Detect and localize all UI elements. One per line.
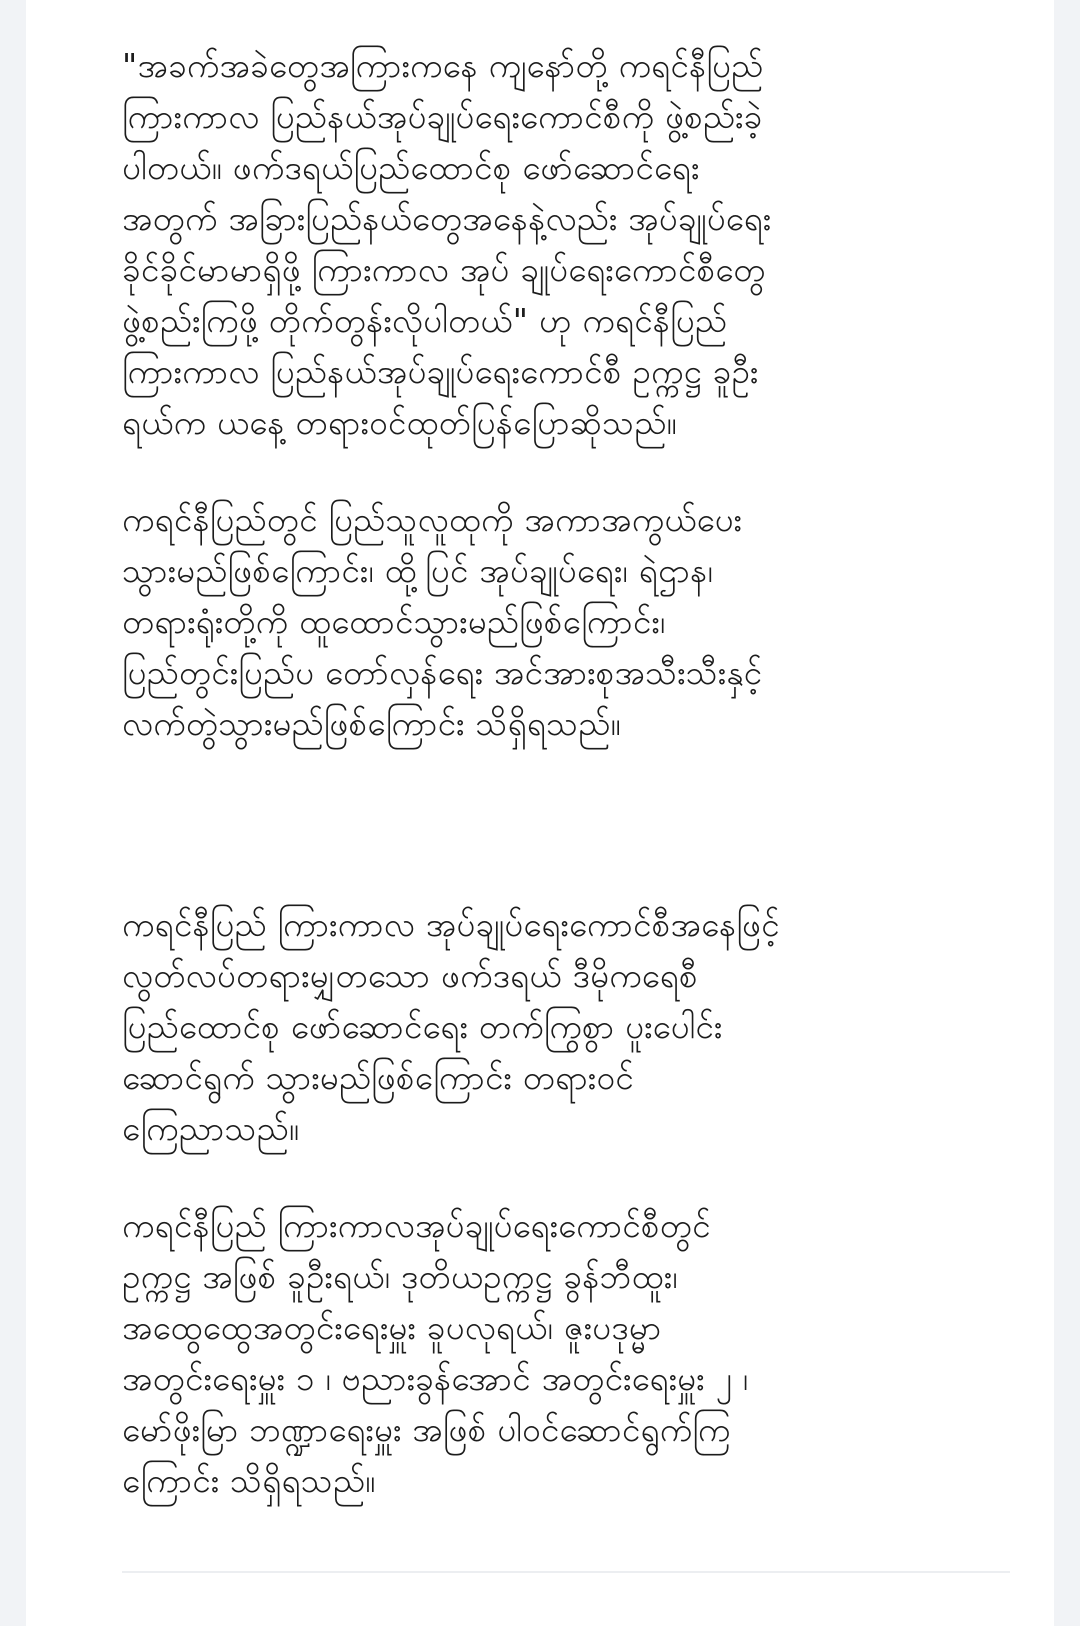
paragraph-members: [122, 1200, 1002, 1506]
text-line: အတွင်းရေးမှူး ၁ ၊ ဗညားခွန်အောင် အတွင်းရေးမှူး ၂ ၊: [122, 1359, 749, 1398]
text-line: လက်တွဲသွားမည်ဖြစ်ကြောင်း သိရှိရသည်။: [122, 704, 621, 743]
text-line: အတွက် အခြားပြည်နယ်တွေအနေနဲ့လည်း အုပ်ချုပ်ရေး: [122, 199, 772, 238]
text-line: တရားရုံးတို့ကို ထူထောင်သွားမည်ဖြစ်ကြောင်း၊: [122, 602, 666, 641]
text-line: ကြားကာလ ပြည်နယ်အုပ်ချုပ်ရေးကောင်စီ ဥက္ကဋ္ဌ ခူဦး: [122, 352, 759, 391]
paragraph-plans: [122, 494, 1002, 749]
paragraph-announcement: [122, 899, 1002, 1154]
text-line: "အခက်အခဲတွေအကြားကနေ ကျနော်တို့ ကရင်နီပြည်: [122, 46, 764, 85]
text-line: ကြေညာသည်။: [122, 1109, 300, 1148]
page-card: [26, 0, 1054, 1626]
text-line: ဆောင်ရွက် သွားမည်ဖြစ်ကြောင်း တရားဝင်: [122, 1058, 634, 1097]
text-line: အထွေထွေအတွင်းရေးမှူး ခူပလုရယ်၊ ဇူးပဒုမ္မာ: [122, 1308, 662, 1347]
footer-divider: [122, 1571, 1010, 1573]
paragraph-spacer: [122, 749, 1002, 899]
text-line: ကြောင်း သိရှိရသည်။: [122, 1461, 376, 1500]
text-line: ခိုင်ခိုင်မာမာရှိဖို့ ကြားကာလ အုပ် ချုပ်ရေးကောင်စီတွေ: [122, 250, 766, 289]
text-line: ကရင်နီပြည် ကြားကာလအုပ်ချုပ်ရေးကောင်စီတွင်: [122, 1206, 711, 1245]
text-line: ဖွဲ့စည်းကြဖို့ တိုက်တွန်းလိုပါတယ်" ဟု ကရင်နီပြည်: [122, 301, 728, 340]
text-line: လွတ်လပ်တရားမျှတသော ဖက်ဒရယ် ဒီမိုကရေစီ: [122, 956, 698, 995]
text-line: ပြည်တွင်းပြည်ပ တော်လှန်ရေး အင်အားစုအသီးသီးနှင့်: [122, 653, 763, 692]
text-line: ပြည်ထောင်စု ဖော်ဆောင်ရေး တက်ကြွစွာ ပူးပေါင်း: [122, 1007, 723, 1046]
text-line: ကရင်နီပြည် ကြားကာလ အုပ်ချုပ်ရေးကောင်စီအနေဖြင့်: [122, 905, 780, 944]
paragraph-spacer: [122, 1154, 1002, 1200]
paragraph-spacer: [122, 448, 1002, 494]
text-line: ပါတယ်။ ဖက်ဒရယ်ပြည်ထောင်စု ဖော်ဆောင်ရေး: [122, 148, 700, 187]
text-line: မော်ဖိုးမြာ ဘဏ္ဍာရေးမှူး အဖြစ် ပါဝင်ဆောင်ရွက်ကြ: [122, 1410, 731, 1449]
text-line: ရယ်က ယနေ့ တရားဝင်ထုတ်ပြန်ပြောဆိုသည်။: [122, 403, 677, 442]
article-body: [122, 40, 1002, 1506]
paragraph-statement: [122, 40, 1002, 448]
text-line: ကြားကာလ ပြည်နယ်အုပ်ချုပ်ရေးကောင်စီကို ဖွဲ့စည်းခဲ့: [122, 97, 763, 136]
text-line: ကရင်နီပြည်တွင် ပြည်သူလူထုကို အကာအကွယ်ပေး: [122, 500, 743, 539]
text-line: သွားမည်ဖြစ်ကြောင်း၊ ထို့ပြင် အုပ်ချုပ်ရေး၊ ရဲဌာန၊: [122, 551, 714, 590]
text-line: ဥက္ကဋ္ဌ အဖြစ် ခူဦးရယ်၊ ဒုတိယဥက္ကဋ္ဌ ခွန်ဘီထူး၊: [122, 1257, 678, 1296]
